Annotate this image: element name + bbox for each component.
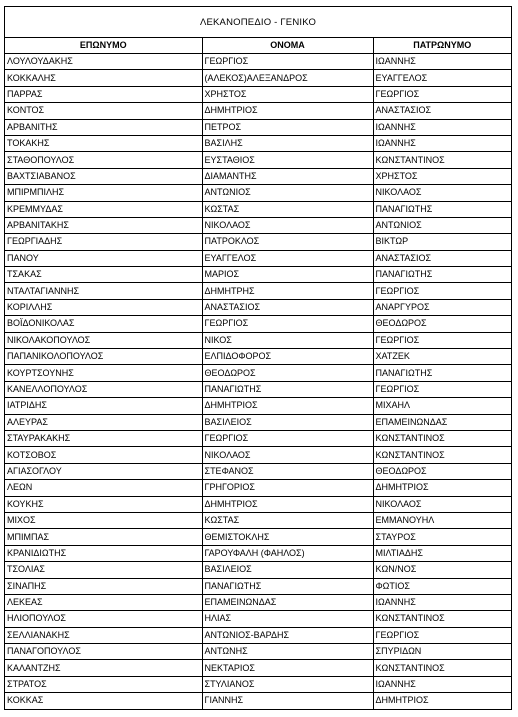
first-name-cell: ΑΝΑΣΤΑΣΙΟΣ xyxy=(202,299,373,315)
fathers-name-cell: ΓΕΩΡΓΙΟΣ xyxy=(373,627,511,643)
first-name-cell: ΠΑΝΑΓΙΩΤΗΣ xyxy=(202,381,373,397)
first-name-cell: ΧΡΗΣΤΟΣ xyxy=(202,86,373,102)
fathers-name-cell: ΔΗΜΗΤΡΙΟΣ xyxy=(373,480,511,496)
fathers-name-cell: ΔΗΜΗΤΡΙΟΣ xyxy=(375,695,429,706)
surname-cell: ΚΟΥΚΗΣ xyxy=(5,496,202,512)
table-row xyxy=(5,381,511,397)
fathers-name-cell: ΑΝΤΩΝΙΟΣ xyxy=(373,217,511,233)
table-row xyxy=(5,562,511,578)
surname-cell: ΑΡΒΑΝΙΤΗΣ xyxy=(5,119,202,135)
table-row xyxy=(5,86,511,102)
first-name-cell: ΓΕΩΡΓΙΟΣ xyxy=(202,316,373,332)
table-row xyxy=(5,201,511,217)
first-name-cell: (ΑΛΕΚΟΣ)ΑΛΕΞΑΝΔΡΟΣ xyxy=(202,70,373,86)
surname-cell: ΤΣΑΚΑΣ xyxy=(5,267,202,283)
surname-cell: ΚΟΚΚΑΣ xyxy=(5,693,202,709)
surname-cell: ΒΑΧΤΣΙΑΒΑΝΟΣ xyxy=(5,168,202,184)
first-name-cell: ΔΗΜΗΤΡΗΣ xyxy=(202,283,373,299)
table-row xyxy=(5,496,511,512)
fathers-name-cell: ΚΩΝΣΤΑΝΤΙΝΟΣ xyxy=(373,152,511,168)
first-name-cell: ΚΩΣΤΑΣ xyxy=(202,512,373,528)
fathers-name-cell: ΓΕΩΡΓΙΟΣ xyxy=(373,332,511,348)
first-name-cell: ΑΝΤΩΝΙΟΣ xyxy=(202,185,373,201)
first-name-cell: ΕΛΠΙΔΟΦΟΡΟΣ xyxy=(202,349,373,365)
fathers-name-cell: ΓΕΩΡΓΙΟΣ xyxy=(373,381,511,397)
table-row xyxy=(5,644,511,660)
table-row xyxy=(5,119,511,135)
fathers-name-cell: ΑΝΑΣΤΑΣΙΟΣ xyxy=(373,250,511,266)
surname-cell: ΓΕΩΡΓΙΑΔΗΣ xyxy=(5,234,202,250)
first-name-cell: ΠΑΤΡΟΚΛΟΣ xyxy=(202,234,373,250)
table-row xyxy=(5,283,511,299)
table-row xyxy=(5,152,511,168)
first-name-cell: ΔΗΜΗΤΡΙΟΣ xyxy=(202,496,373,512)
table-row xyxy=(5,70,511,86)
surname-cell: ΛΕΚΕΑΣ xyxy=(5,594,202,610)
first-name-cell: ΓΡΗΓΟΡΙΟΣ xyxy=(202,480,373,496)
surname-cell: ΜΙΧΟΣ xyxy=(5,512,202,528)
fathers-name-cell: ΙΩΑΝΝΗΣ xyxy=(373,676,511,692)
first-name-cell: ΘΕΟΔΩΡΟΣ xyxy=(202,365,373,381)
fathers-name-cell: ΓΕΩΡΓΙΟΣ xyxy=(373,283,511,299)
first-name-cell: ΕΠΑΜΕΙΝΩΝΔΑΣ xyxy=(202,594,373,610)
first-name-cell: ΝΙΚΟΛΑΟΣ xyxy=(202,217,373,233)
fathers-name-cell: ΧΡΗΣΤΟΣ xyxy=(373,168,511,184)
fathers-name-cell: ΠΑΝΑΓΙΩΤΗΣ xyxy=(373,365,511,381)
fathers-name-cell: ΜΙΧΑΗΛ xyxy=(373,398,511,414)
fathers-name-cell: ΚΩΝΣΤΑΝΤΙΝΟΣ xyxy=(373,430,511,446)
table-row xyxy=(5,103,511,119)
table-row xyxy=(5,365,511,381)
surname-cell: ΠΑΠΑΝΙΚΟΛΟΠΟΥΛΟΣ xyxy=(5,349,202,365)
fathers-name-cell: ΙΩΑΝΝΗΣ xyxy=(373,119,511,135)
table-row xyxy=(5,627,511,643)
first-name-cell: ΠΑΝΑΓΙΩΤΗΣ xyxy=(202,578,373,594)
surname-cell: ΣΕΛΛΙΑΝΑΚΗΣ xyxy=(5,627,202,643)
surname-cell: ΝΙΚΟΛΑΚΟΠΟΥΛΟΣ xyxy=(5,332,202,348)
first-name-cell: ΓΙΑΝΝΗΣ xyxy=(202,693,373,709)
surname-cell: ΣΙΝΑΠΗΣ xyxy=(5,578,202,594)
table-row xyxy=(5,529,511,545)
first-name-cell: ΠΕΤΡΟΣ xyxy=(202,119,373,135)
fathers-name-cell: ΣΤΑΥΡΟΣ xyxy=(373,529,511,545)
surname-cell: ΚΟΚΚΑΛΗΣ xyxy=(5,70,202,86)
table-row xyxy=(5,234,511,250)
first-name-cell: ΕΥΑΓΓΕΛΟΣ xyxy=(202,250,373,266)
table-row xyxy=(5,185,511,201)
surname-cell: ΗΛΙΟΠΟΥΛΟΣ xyxy=(5,611,202,627)
surname-cell: ΑΡΒΑΝΙΤΑΚΗΣ xyxy=(5,217,202,233)
first-name-cell: ΔΗΜΗΤΡΙΟΣ xyxy=(202,398,373,414)
sheet-title: ΛΕΚΑΝΟΠΕΔΙΟ - ΓΕΝΙΚΟ xyxy=(5,7,511,38)
fathers-name-cell: ΘΕΟΔΩΡΟΣ xyxy=(373,463,511,479)
first-name-cell: ΗΛΙΑΣ xyxy=(202,611,373,627)
surname-cell: ΣΤΑΥΡΑΚΑΚΗΣ xyxy=(5,430,202,446)
table-row xyxy=(5,578,511,594)
table-row xyxy=(5,135,511,151)
table-row xyxy=(5,594,511,610)
surname-cell: ΠΑΝΑΓΟΠΟΥΛΟΣ xyxy=(5,644,202,660)
fathers-name-cell: ΙΩΑΝΝΗΣ xyxy=(373,594,511,610)
first-name-cell: ΓΑΡΟΥΦΑΛΗ (ΦΑΗΛΟΣ) xyxy=(202,545,373,561)
table-row xyxy=(5,217,511,233)
fathers-name-cell: ΦΩΤΙΟΣ xyxy=(373,578,511,594)
fathers-name-cell: ΧΑΤΖΕΚ xyxy=(373,349,511,365)
table-row xyxy=(5,332,511,348)
surname-cell: ΛΟΥΛΟΥΔΑΚΗΣ xyxy=(5,54,202,70)
candidate-table xyxy=(5,38,511,709)
first-name-cell: ΚΩΣΤΑΣ xyxy=(202,201,373,217)
table-row xyxy=(5,480,511,496)
fathers-name-cell: ΕΠΑΜΕΙΝΩΝΔΑΣ xyxy=(373,414,511,430)
table-row xyxy=(5,54,511,70)
fathers-name-cell: ΑΝΑΣΤΑΣΙΟΣ xyxy=(373,103,511,119)
surname-cell: ΙΑΤΡΙΔΗΣ xyxy=(5,398,202,414)
surname-cell: ΚΑΝΕΛΛΟΠΟΥΛΟΣ xyxy=(5,381,202,397)
surname-cell: ΛΕΩΝ xyxy=(5,480,202,496)
table-row xyxy=(5,660,511,676)
surname-cell: ΤΣΟΛΙΑΣ xyxy=(5,562,202,578)
first-name-cell: ΓΕΩΡΓΙΟΣ xyxy=(202,430,373,446)
first-name-cell: ΔΙΑΜΑΝΤΗΣ xyxy=(202,168,373,184)
table-row xyxy=(5,447,511,463)
table-row xyxy=(5,168,511,184)
table-row xyxy=(5,611,511,627)
surname-cell: ΚΟΤΣΟΒΟΣ xyxy=(5,447,202,463)
surname-cell: ΚΡΕΜΜΥΔΑΣ xyxy=(5,201,202,217)
surname-cell: ΚΑΛΑΝΤΖΗΣ xyxy=(5,660,202,676)
fathers-name-cell: ΚΩΝ/ΝΟΣ xyxy=(373,562,511,578)
surname-cell: ΜΠΙΡΜΠΙΛΗΣ xyxy=(5,185,202,201)
fathers-name-cell: ΝΙΚΟΛΑΟΣ xyxy=(373,185,511,201)
first-name-cell: ΣΤΥΛΙΑΝΟΣ xyxy=(202,676,373,692)
surname-cell: ΣΤΑΘΟΠΟΥΛΟΣ xyxy=(5,152,202,168)
fathers-name-cell: ΜΙΛΤΙΑΔΗΣ xyxy=(373,545,511,561)
surname-cell: ΠΑΝΟΥ xyxy=(5,250,202,266)
table-row xyxy=(5,693,511,709)
surname-cell: ΚΡΑΝΙΔΙΩΤΗΣ xyxy=(5,545,202,561)
table-row xyxy=(5,316,511,332)
fathers-name-cell: ΕΥΑΓΓΕΛΟΣ xyxy=(373,70,511,86)
fathers-name-cell: ΑΝΑΡΓΥΡΟΣ xyxy=(373,299,511,315)
first-name-cell: ΓΕΩΡΓΙΟΣ xyxy=(202,54,373,70)
table-row xyxy=(5,512,511,528)
table-row xyxy=(5,299,511,315)
fathers-name-cell: ΚΩΝΣΤΑΝΤΙΝΟΣ xyxy=(373,660,511,676)
first-name-cell: ΒΑΣΙΛΕΙΟΣ xyxy=(202,562,373,578)
first-name-cell: ΝΕΚΤΑΡΙΟΣ xyxy=(202,660,373,676)
table-row xyxy=(5,545,511,561)
surname-cell: ΜΠΙΜΠΑΣ xyxy=(5,529,202,545)
fathers-name-cell: ΙΩΑΝΝΗΣ xyxy=(373,54,511,70)
surname-cell: ΑΓΙΑΣΟΓΛΟΥ xyxy=(5,463,202,479)
fathers-name-cell: ΠΑΝΑΓΙΩΤΗΣ xyxy=(373,201,511,217)
fathers-name-cell: ΙΩΑΝΝΗΣ xyxy=(373,135,511,151)
surname-cell: ΣΤΡΑΤΟΣ xyxy=(5,676,202,692)
first-name-cell: ΘΕΜΙΣΤΟΚΛΗΣ xyxy=(202,529,373,545)
first-name-cell: ΒΑΣΙΛΕΙΟΣ xyxy=(202,414,373,430)
fathers-name-cell: ΕΜΜΑΝΟΥΗΛ xyxy=(373,512,511,528)
surname-cell: ΤΟΚΑΚΗΣ xyxy=(5,135,202,151)
header-row xyxy=(5,38,511,54)
first-name-cell: ΑΝΤΩΝΙΟΣ-ΒΑΡΔΗΣ xyxy=(202,627,373,643)
table-row xyxy=(5,463,511,479)
first-name-cell: ΑΝΤΩΝΗΣ xyxy=(202,644,373,660)
table-row xyxy=(5,349,511,365)
table-row xyxy=(5,414,511,430)
surname-cell: ΑΛΕΥΡΑΣ xyxy=(5,414,202,430)
table-row xyxy=(5,398,511,414)
fathers-name-cell: ΓΕΩΡΓΙΟΣ xyxy=(373,86,511,102)
fathers-name-cell: ΘΕΟΔΩΡΟΣ xyxy=(373,316,511,332)
table-row xyxy=(5,250,511,266)
surname-cell: ΒΟΪΔΟΝΙΚΟΛΑΣ xyxy=(5,316,202,332)
first-name-cell: ΣΤΕΦΑΝΟΣ xyxy=(202,463,373,479)
surname-cell: ΚΟΥΡΤΣΟΥΝΗΣ xyxy=(5,365,202,381)
first-name-cell: ΝΙΚΟΣ xyxy=(202,332,373,348)
header-fathers-name: ΠΑΤΡΩΝΥΜΟ xyxy=(373,38,511,54)
header-surname: ΕΠΩΝΥΜΟ xyxy=(5,38,202,54)
fathers-name-cell: ΠΑΝΑΓΙΩΤΗΣ xyxy=(373,267,511,283)
surname-cell: ΝΤΑΛΤΑΓΙΑΝΝΗΣ xyxy=(5,283,202,299)
fathers-name-cell: ΝΙΚΟΛΑΟΣ xyxy=(373,496,511,512)
table-row xyxy=(5,267,511,283)
header-first-name: ΟΝΟΜΑ xyxy=(202,38,373,54)
first-name-cell: ΔΗΜΗΤΡΙΟΣ xyxy=(202,103,373,119)
fathers-name-cell: ΚΩΝΣΤΑΝΤΙΝΟΣ xyxy=(373,611,511,627)
fathers-name-cell: ΒΙΚΤΩΡ xyxy=(373,234,511,250)
fathers-name-cell: ΚΩΝΣΤΑΝΤΙΝΟΣ xyxy=(373,447,511,463)
fathers-name-cell: ΣΠΥΡΙΔΩΝ xyxy=(373,644,511,660)
first-name-cell: ΒΑΣΙΛΗΣ xyxy=(202,135,373,151)
table-row xyxy=(5,676,511,692)
surname-cell: ΚΟΝΤΟΣ xyxy=(5,103,202,119)
first-name-cell: ΜΑΡΙΟΣ xyxy=(202,267,373,283)
first-name-cell: ΕΥΣΤΑΘΙΟΣ xyxy=(202,152,373,168)
candidate-list-sheet xyxy=(4,6,512,710)
surname-cell: ΠΑΡΡΑΣ xyxy=(5,86,202,102)
first-name-cell: ΝΙΚΟΛΑΟΣ xyxy=(202,447,373,463)
table-row xyxy=(5,430,511,446)
surname-cell: ΚΟΡΙΛΛΗΣ xyxy=(5,299,202,315)
